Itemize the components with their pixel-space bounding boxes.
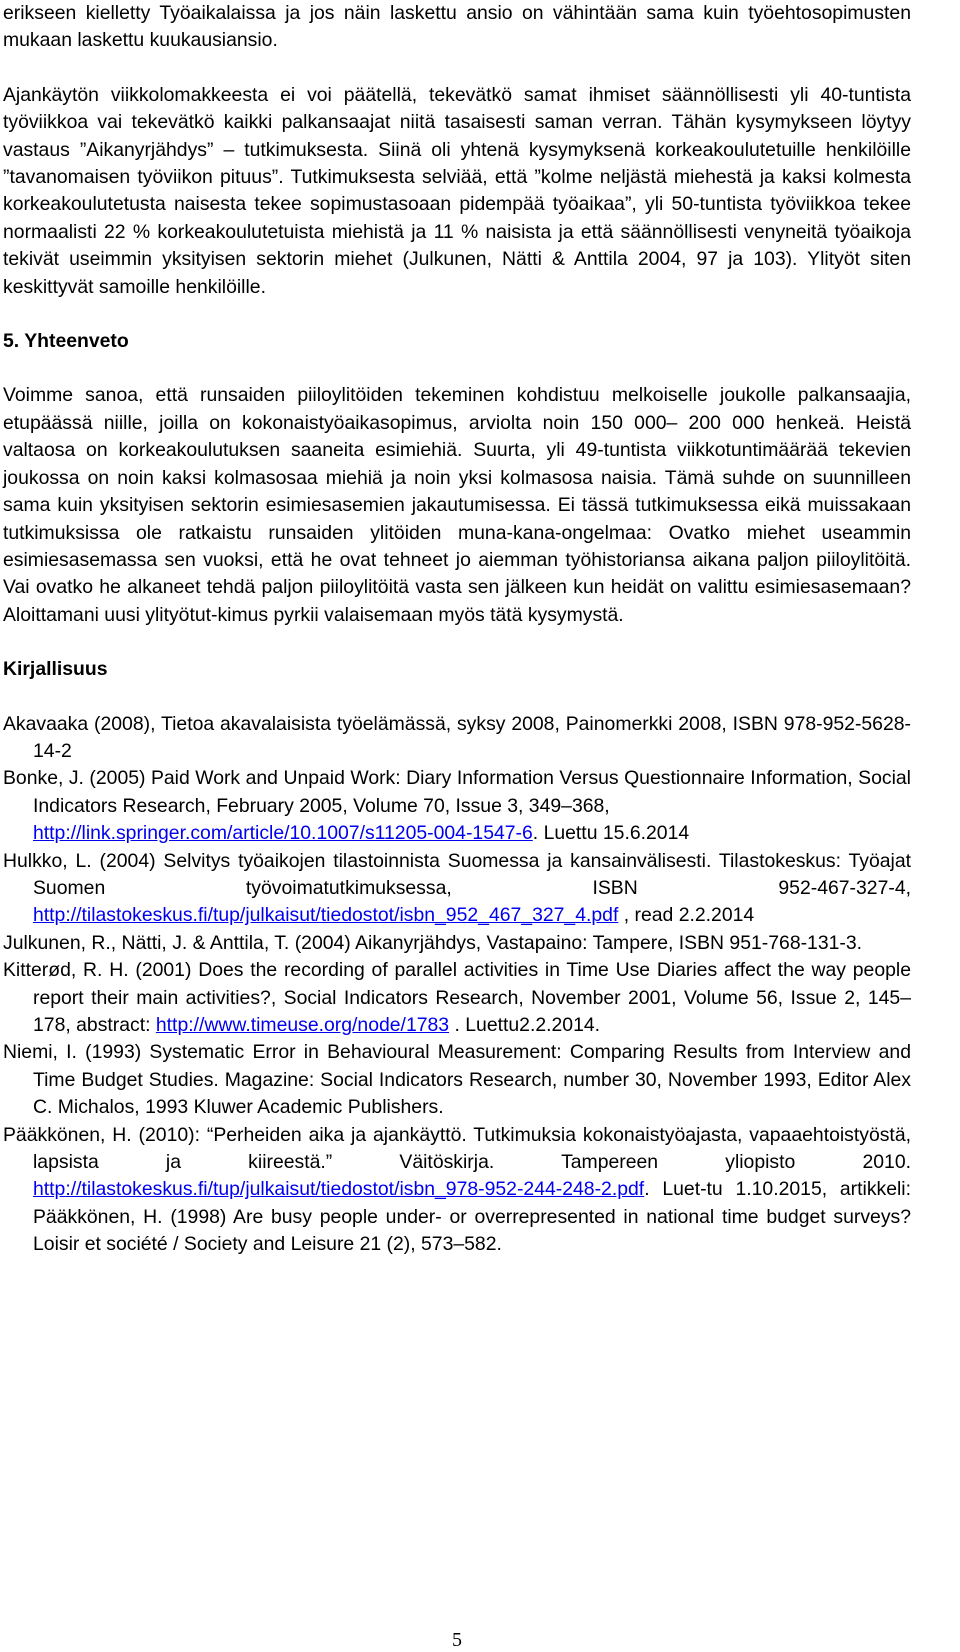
reference-link-hulkko[interactable]: http://tilastokeskus.fi/tup/julkaisut/tiedostot/isbn_952_467_327_4.pdf (33, 904, 619, 927)
section-gap (3, 301, 911, 328)
section-gap (3, 684, 911, 711)
reference-hulkko (3, 848, 911, 930)
reference-kitterod (3, 957, 911, 1039)
page-number: 5 (452, 1629, 462, 1651)
reference-text: Akavaaka (2008), Tietoa akavalaisista työelämässä, syksy 2008, Painomerkki 2008, ISBN 978-952-5628-14-2 (3, 712, 911, 762)
reference-link-paakkonen[interactable]: http://tilastokeskus.fi/tup/julkaisut/tiedostot/isbn_978-952-244-248-2.pdf (33, 1178, 645, 1201)
reference-link-bonke[interactable]: http://link.springer.com/article/10.1007/s11205-004-1547-6 (33, 822, 533, 845)
reference-read-date: . Luettu2.2.2014. (449, 1014, 601, 1036)
paragraph-summary: Voimme sanoa, että runsaiden piiloylitöiden tekeminen kohdistuu melkoiselle joukolle palkansaajia, etupäässä niille, joilla on kokonaistyöaikasopimus, arviolta noin 150 000– 200 000 henkeä. Heistä valtaosa on korkeakoulutuksen saaneita esimiehiä. Suurta, yli 49-tuntista viikkotuntimäärää tekevien joukossa on noin kaksi kolmasosaa miehiä ja noin yksi kolmasosa naisia. Tämä suhde on suunnilleen sama kuin yksityisen sektorin esimiesasemien jakautumisessa. Ei tässä tutkimuksessa eikä muissakaan tutkimuksissa ole ratkaistu runsaiden ylitöiden muna-kana-ongelmaa: Ovatko miehet useammin esimiesasemassa sen vuoksi, että he ovat tehneet jo aiemman työhistoriansa aikana paljon piiloylitöitä. Vai ovatko he alkaneet tehdä paljon piiloylitöitä vasta sen jälkeen kun heidät on valittu esimiesasemaan? Aloittamani uusi ylityötut-kimus pyrkii valaisemaan myös tätä kysymystä. (3, 384, 911, 626)
section-gap (3, 355, 911, 382)
page-content (3, 0, 911, 1259)
section-gap (3, 629, 911, 656)
paragraph-overtime-distribution: Ajankäytön viikkolomakkeesta ei voi päätellä, tekevätkö samat ihmiset säännöllisesti yli 40-tuntista työviikkoa vai tekevätkö kaikki palkansaajat niitä tasaisesti saman verran. Tähän kysymykseen löytyy vastaus ”Aikanyrjähdys” – tutkimuksesta. Siinä oli yhtenä kysymyksenä korkeakoulutetuille henkilöille ”tavanomaisen työviikon pituus”. Tutkimuksesta selviää, että ”kolme neljästä miehestä ja kaksi kolmesta korkeakoulutetusta naisesta tekee sopimustasoaan pidempää työaikaa”, yli 50-tuntista työviikkoa tekee normaalisti 22 % korkeakoulutetuista miehistä ja 11 % naisista ja että säännöllisesti venyneitä työaikoja tekivät useimmin yksityisen sektorin miehet (Julkunen, Nätti & Anttila 2004, 97 ja 103). Ylityöt siten keskittyvät samoille henkilöille. (3, 83, 911, 298)
reference-text: Julkunen, R., Nätti, J. & Anttila, T. (2004) Aikanyrjähdys, Vastapaino: Tampere, ISBN 951-768-131-3. (3, 931, 863, 954)
reference-text: Bonke, J. (2005) Paid Work and Unpaid Work: Diary Information Versus Questionnaire Information, Social Indicators Research, February 2005, Volume 70, Issue 3, 349–368, (3, 767, 911, 817)
reference-read-date: . Luettu 15.6.2014 (532, 822, 690, 845)
reference-list (3, 711, 911, 1259)
reference-read-date: , read 2.2.2014 (618, 904, 755, 927)
paragraph-gap (3, 55, 911, 82)
reference-text: Kitterød, R. H. (2001) Does the recording of parallel activities in Time Use Diaries affect the way people report their main activities?, Social Indicators Research, November 2001, Volume 56, Issue 2, 145–178, abstract: (3, 959, 911, 1036)
reference-julkunen (3, 930, 911, 957)
reference-bonke (3, 765, 911, 847)
section-heading-references: Kirjallisuus (3, 658, 108, 681)
reference-niemi (3, 1039, 911, 1121)
reference-akavaaka (3, 711, 911, 766)
reference-text: Niemi, I. (1993) Systematic Error in Behavioural Measurement: Comparing Results from Interview and Time Budget Studies. Magazine: Social Indicators Research, number 30, November 1993, Editor Alex C. Michalos, 1993 Kluwer Academic Publishers. (3, 1041, 911, 1119)
reference-link-kitterod[interactable]: http://www.timeuse.org/node/1783 (155, 1014, 450, 1036)
reference-text: Pääkkönen, H. (2010): “Perheiden aika ja ajankäyttö. Tutkimuksia kokonaistyöajasta, vapaaehtoistyöstä, lapsista ja kiireestä.” Väitöskirja. Tampereen yliopisto 2010. (3, 1123, 911, 1174)
reference-paakkonen (3, 1122, 911, 1259)
reference-read-date: . Luet-tu 1.10.2015, artikkeli: Pääkkönen, H. (1998) Are busy people under- or overrepresented in national time budget surveys? Loisir et société / Society and Leisure 21 (2), 573–582. (33, 1178, 911, 1256)
section-heading-summary: 5. Yhteenveto (3, 330, 129, 353)
paragraph-continuation: erikseen kielletty Työaikalaissa ja jos näin laskettu ansio on vähintään sama kuin työehtosopimusten mukaan laskettu kuukausiansio. (3, 2, 911, 52)
reference-text: Hulkko, L. (2004) Selvitys työaikojen tilastoinnista Suomessa ja kansainvälisesti. Tilastokeskus: Työajat Suomen työvoimatutkimuksessa, ISBN 952-467-327-4, (3, 849, 911, 899)
